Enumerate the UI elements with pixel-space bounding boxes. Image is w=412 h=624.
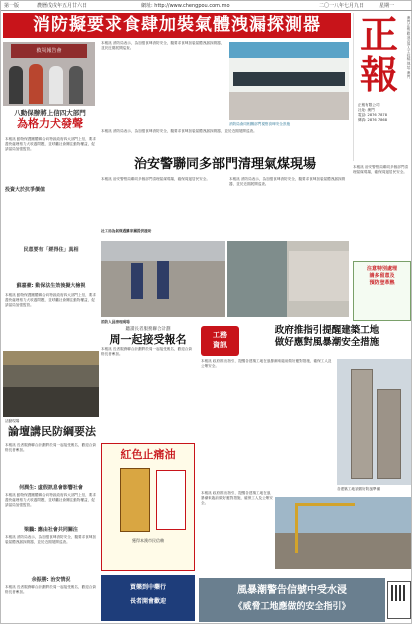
medicine-ad-note: 獲得本澳市民信賴	[132, 538, 164, 543]
elders-tagline: 聽讀長者服務聯合計劃	[125, 327, 171, 332]
left-sub-1: 投資大於抗爭價值	[5, 187, 46, 193]
left-article-headline[interactable]: 為格力犬發聲	[17, 117, 83, 131]
issue-date: 二〇一八年七月九日	[319, 3, 365, 9]
police-headline[interactable]: 治安警聯同多部門清理氣煤現場	[133, 157, 316, 172]
elders-headline[interactable]: 周一起接受報名	[109, 332, 187, 346]
right-body-top: 本報訊 治安警察局聯同多個部門清理氣煤現場，確保周邊居民安全。	[353, 165, 409, 174]
works-headline-2[interactable]: 做好應對風暴潮安全措施	[274, 337, 380, 348]
forum-sub-2: 梁鵬: 應由社會共同關注	[24, 527, 78, 533]
left-article-subhead: 八動保辦將上信四大部門	[14, 109, 86, 117]
works-body-2: 本報訊 政府推出指引，提醒各建築工地在風暴潮來臨前做好應對措施，確保工人及公眾安全。	[201, 491, 273, 505]
center-top-body: 本報訊 消防局表示，為加強食肆消防安全，擬要求食肆加裝氣體洩漏探測器，並於近期展開巡查。	[101, 41, 225, 50]
forum-body-3: 本報訊 消防局表示，為加強食肆消防安全，擬要求食肆加裝氣體洩漏探測器，並於近期展開巡查。	[5, 535, 96, 544]
works-label	[201, 326, 239, 356]
forum-sub-1: 何潤生: 虛假訊息會影響社會	[19, 485, 83, 491]
forum-photo-caption: 活動現場	[5, 419, 20, 423]
left-article-title	[5, 109, 95, 131]
cleanup-caption: 消防人員清理現場	[101, 320, 130, 324]
elders-body: 本報訊 長者服務聯合計劃將於周一起接受報名，歡迎合資格長者參加。	[101, 347, 192, 356]
masthead-vertical-text: 澳門正報 歡迎各界人士投稿 地址: 澳門	[407, 16, 411, 79]
website-link[interactable]: 網址: http://www.chengpou.com.mo	[141, 3, 230, 9]
inspection-photo	[229, 42, 349, 120]
forum-body-2: 本報訊 動物保護團體聯合向特區政府四大部門上信，要求盡快處理格力犬收養問題，並呼籲社會關注動物權益，促請當局加強監管。	[5, 493, 96, 507]
building-photo	[337, 359, 411, 485]
building-caption: 各建築工地須做好防風準備	[337, 487, 381, 491]
inspection-caption: 消防局會同相關部門視察食肆安全設施	[229, 122, 291, 126]
main-headline[interactable]: 消防擬要求食肆加裝氣體洩漏探測器	[3, 13, 351, 38]
masthead	[353, 13, 411, 161]
works-label-2: 資訊	[213, 341, 227, 349]
police-body: 本報訊 治安警察局聯同多個部門清理氣煤現場，確保周邊居民安全。	[101, 177, 210, 181]
forum-photo	[3, 351, 99, 417]
top-bar	[1, 1, 412, 11]
pharmacy-ad-label-1: 買樂到中藥行	[129, 584, 166, 591]
works-label-1: 工務	[213, 331, 227, 339]
masthead-company: 正報有限公司	[358, 103, 380, 107]
health-ad-line-2: 請多留意及	[369, 273, 395, 279]
lunar-date: 農曆戊戌年五月廿六日	[37, 3, 88, 9]
cleanup-photo-2	[227, 241, 349, 317]
health-ad-panel	[353, 261, 411, 321]
social-caption: 社工局為氣煤遇難家屬提供援助	[101, 229, 152, 233]
masthead-address: 社址: 澳門	[358, 108, 375, 112]
construction-photo	[275, 497, 411, 569]
storm-surge-title: 風暴潮警告信號中受水浸	[237, 585, 347, 596]
forum-headline[interactable]: 論壇講民防綱要法	[8, 425, 96, 438]
center-top-body-2: 本報訊 消防局表示，為加強食肆消防安全，擬要求食肆加裝氣體洩漏探測器，並於近期展開巡查。	[101, 129, 257, 133]
qr-code[interactable]	[387, 581, 411, 619]
page-number: 第一版	[4, 3, 20, 9]
left-sub-2: 民意要有「經得住」真相	[23, 247, 79, 253]
storm-surge-banner[interactable]	[199, 578, 385, 622]
medicine-ad-title: 紅色止痛油	[120, 448, 176, 461]
masthead-phone: 電話: 2876 7878	[358, 113, 387, 117]
forum-body: 本報訊 長者服務聯合計劃將於周一起接受報名，歡迎合資格長者參加。	[5, 443, 96, 452]
left-sub-3: 蘇嘉豪: 動保法生效後擬大檢視	[16, 283, 86, 289]
pharmacy-ad[interactable]	[101, 575, 195, 621]
health-ad-line-1: 注意特別處理	[366, 266, 397, 272]
works-headline-1[interactable]: 政府推指引提醒建築工地	[274, 325, 380, 336]
forum-body-4: 本報訊 長者服務聯合計劃將於周一起接受報名，歡迎合資格長者參加。	[5, 585, 96, 594]
storm-surge-subtitle: 《威脅工地應做的安全指引》	[233, 602, 351, 612]
newspaper-logo: 正報	[359, 12, 398, 97]
pharmacy-ad-label-2: 長者開會歡迎	[129, 598, 166, 605]
left-article-body: 本報訊 動物保護團體聯合向特區政府四大部門上信，要求盡快處理格力犬收養問題，並呼籲社會關注動物權益，促請當局加強監管。	[5, 137, 96, 151]
cleanup-photo-1	[101, 241, 225, 317]
medicine-ad[interactable]	[101, 443, 195, 571]
banner-in-photo: 救災報告會	[11, 44, 87, 58]
masthead-fax: 傳真: 2876 7868	[358, 118, 387, 122]
health-ad-line-3: 預防登革熱	[369, 280, 395, 286]
left-article-body-2: 本報訊 動物保護團體聯合向特區政府四大部門上信，要求盡快處理格力犬收養問題，並呼籲社會關注動物權益，促請當局加強監管。	[5, 293, 96, 307]
weekday: 星期一	[379, 3, 395, 9]
event-photo	[3, 42, 95, 106]
forum-sub-3: 余振勝: 治安情況	[31, 577, 71, 583]
works-body: 本報訊 政府推出指引，提醒各建築工地在風暴潮來臨前做好應對措施，確保工人及公眾安全。	[201, 359, 332, 368]
police-body-2: 本報訊 消防局表示，為加強食肆消防安全，擬要求食肆加裝氣體洩漏探測器，並於近期展開巡查。	[229, 177, 346, 186]
